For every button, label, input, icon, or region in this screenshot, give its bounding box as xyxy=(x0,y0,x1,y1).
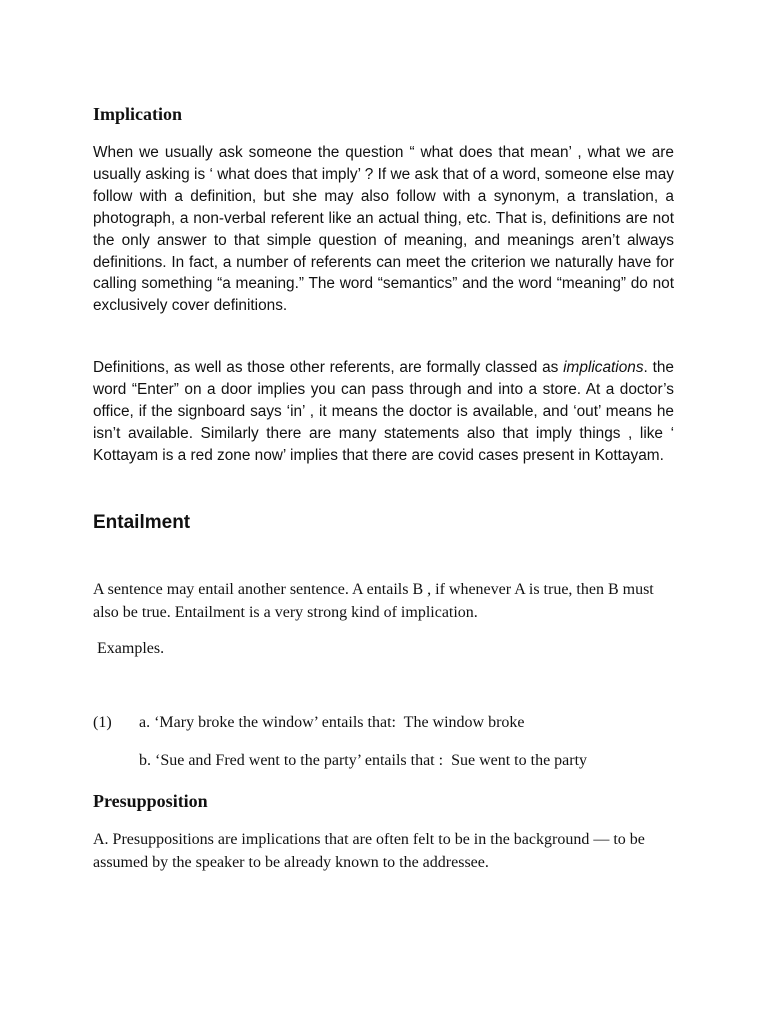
implication-paragraph-2 xyxy=(93,357,674,467)
presupposition-heading: Presupposition xyxy=(93,791,208,811)
implication-paragraph-2-rest: . the word “Enter” on a door implies you can pass through and into a store. At a doctor’s office, if the signboard says ‘in’ , it means the doctor is available, and ‘out’ means he isn’t available. Similarly there are many statements also that imply things , like ‘ Kottayam is a red zone now’ implies that there are covid cases present in Kottayam. xyxy=(93,359,674,464)
example-b: b. ‘Sue and Fred went to the party’ entails that : Sue went to the party xyxy=(139,752,588,769)
presupposition-paragraph: A. Presuppositions are implications that are often felt to be in the background — to be assumed by the speaker to be already known to the addressee. xyxy=(93,831,645,871)
implication-heading: Implication xyxy=(93,104,183,124)
example-number: (1) xyxy=(93,714,112,731)
entailment-heading: Entailment xyxy=(93,512,191,533)
implication-paragraph-1: When we usually ask someone the question “ what does that mean’ , what we are usually asking is ‘ what does that imply’ ? If we ask that of a word, someone else may follow with a definition, but she may also follow with a synonym, a translation, a photograph, a non-verbal referent like an actual thing, etc. That is, definitions are not the only answer to that simple question of meaning, and meanings aren’t always definitions. In fact, a number of referents can meet the criterion we naturally have for calling something “a meaning.” The word “semantics” and the word “meaning” do not exclusively cover definitions. xyxy=(93,144,674,315)
implications-term: implications xyxy=(563,359,644,376)
examples-label: Examples. xyxy=(97,640,165,657)
example-a: a. ‘Mary broke the window’ entails that: The window broke xyxy=(139,714,525,731)
implication-paragraph-2-lead: Definitions, as well as those other referents, are formally classed as xyxy=(93,359,564,376)
entailment-paragraph: A sentence may entail another sentence. A entails B , if whenever A is true, then B must also be true. Entailment is a very strong kind of implication. xyxy=(93,581,654,621)
